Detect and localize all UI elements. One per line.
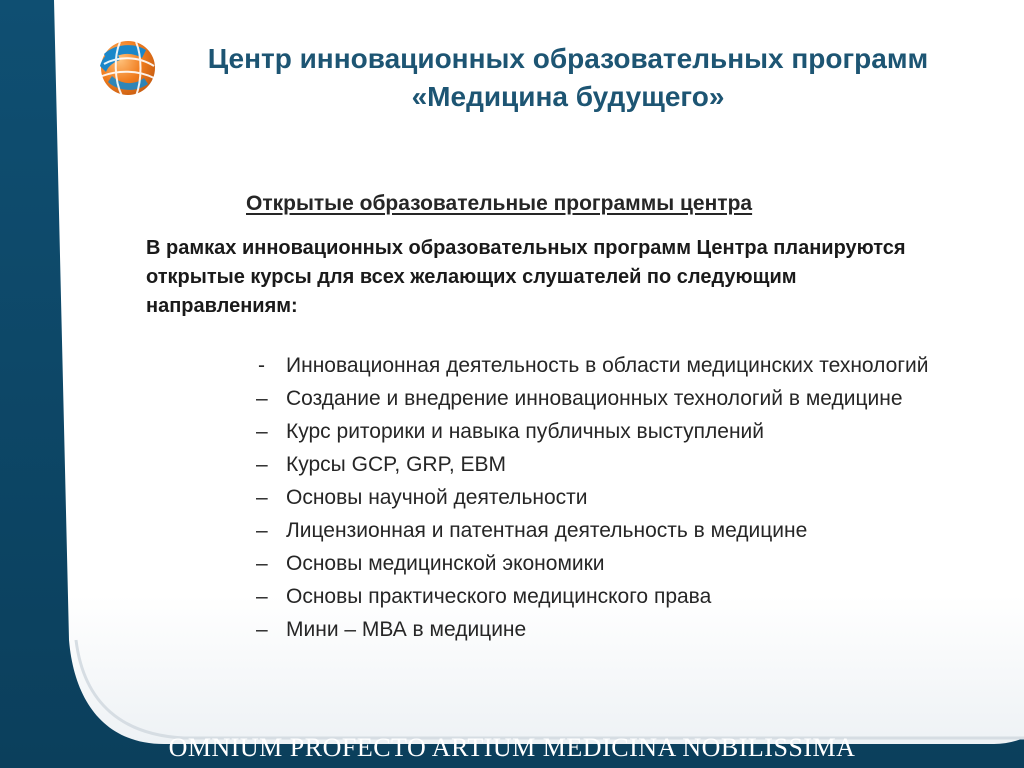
list-item [256,418,1006,445]
globe-logo-icon [94,36,158,100]
footer-motto: OMNIUM PROFECTO ARTIUM MEDICINA NOBILISSIMA [168,733,856,762]
list-item [256,517,1006,544]
program-list [256,352,1006,649]
section-title: Открытые образовательные программы центра [246,192,753,215]
list-dash: – [256,552,268,575]
list-item [256,550,1006,577]
list-item-text: Курс риторики и навыка публичных выступлений [286,420,765,443]
title-line-1: Центр инновационных образовательных программ [207,43,929,74]
intro-paragraph: В рамках инновационных образовательных программ Центра планируются открытые курсы для всех желающих слушателей по следующим направлениям: [146,237,906,317]
list-item [256,583,1006,610]
list-dash: – [256,618,268,641]
list-item [256,484,1006,511]
list-item-text: Лицензионная и патентная деятельность в медицине [286,519,808,542]
list-item [256,352,1006,379]
list-item-text: Основы научной деятельности [286,486,588,509]
list-item-text: Основы практического медицинского права [286,585,712,608]
list-item-text: Инновационная деятельность в области медицинских технологий [286,354,929,377]
list-dash: - [258,354,265,377]
list-item-text: Основы медицинской экономики [286,552,605,575]
list-dash: – [256,585,268,608]
list-dash: – [256,387,268,410]
list-dash: – [256,486,268,509]
list-item [256,616,1006,643]
list-dash: – [256,420,268,443]
list-item-text: Курсы GCP, GRP, EBM [286,453,507,476]
page-title [168,40,968,116]
list-item [256,451,1006,478]
list-item-text: Создание и внедрение инновационных технологий в медицине [286,387,903,410]
list-item [256,385,1006,412]
list-dash: – [256,519,268,542]
list-item-text: Мини – МВА в медицине [286,618,527,641]
title-line-2: «Медицина будущего» [411,81,725,112]
list-dash: – [256,453,268,476]
